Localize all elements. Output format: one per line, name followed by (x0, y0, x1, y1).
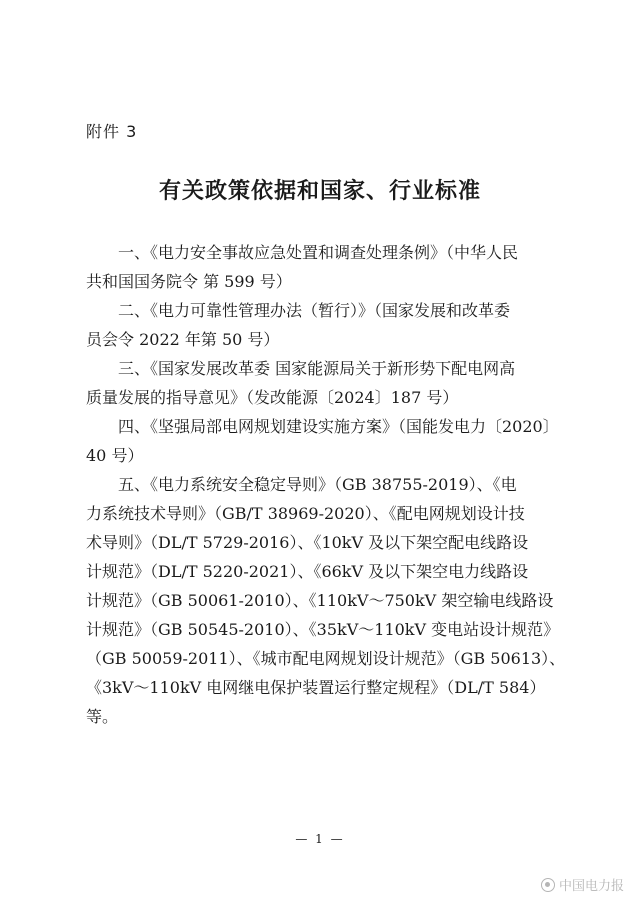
paragraph (86, 412, 566, 470)
paragraph-line: 二、《电力可靠性管理办法（暂行）》（国家发展和改革委 (118, 301, 511, 320)
paragraph-line: 一、《电力安全事故应急处置和调查处理条例》（中华人民 (118, 243, 519, 262)
watermark-text: 中国电力报 (558, 879, 624, 894)
paragraph (86, 296, 566, 354)
paragraph-line: 三、《国家发展改革委 国家能源局关于新形势下配电网高 (118, 359, 516, 378)
paragraph-line: 《3kV～110kV 电网继电保护装置运行整定规程》（DL/T 584） (86, 678, 546, 697)
document-title: 有关政策依据和国家、行业标准 (158, 178, 481, 204)
attachment-label: 附件 3 (86, 122, 138, 141)
paragraph-line: 质量发展的指导意见》（发改能源〔2024〕187 号） (86, 388, 459, 407)
paragraph (86, 470, 566, 731)
paragraph-line: 计规范》（GB 50545-2010）、《35kV～110kV 变电站设计规范》 (86, 620, 560, 639)
watermark (541, 875, 624, 894)
watermark-logo-icon (541, 878, 555, 892)
paragraph-line: 力系统技术导则》（GB/T 38969-2020）、《配电网规划设计技 (86, 504, 525, 523)
paragraph-line: 五、《电力系统安全稳定导则》（GB 38755-2019）、《电 (118, 475, 517, 494)
page-number: — 1 — (295, 832, 345, 846)
paragraph-line: 计规范》（GB 50061-2010）、《110kV～750kV 架空输电线路设 (86, 591, 554, 610)
paragraph-line: （GB 50059-2011）、《城市配电网规划设计规范》（GB 50613）、 (86, 649, 566, 668)
paragraph (86, 238, 566, 296)
paragraph-line: 术导则》（DL/T 5729-2016）、《10kV 及以下架空配电线路设 (86, 533, 529, 552)
paragraph-line: 员会令 2022 年第 50 号） (86, 330, 280, 349)
paragraph-line: 计规范》（DL/T 5220-2021）、《66kV 及以下架空电力线路设 (86, 562, 529, 581)
paragraph-line: 等。 (86, 707, 119, 726)
document-body (86, 238, 566, 731)
paragraph-line: 四、《坚强局部电网规划建设实施方案》（国能发电力〔2020〕 (118, 417, 559, 436)
paragraph (86, 354, 566, 412)
paragraph-line: 共和国国务院令 第 599 号） (86, 272, 292, 291)
paragraph-line: 40 号） (86, 446, 144, 465)
